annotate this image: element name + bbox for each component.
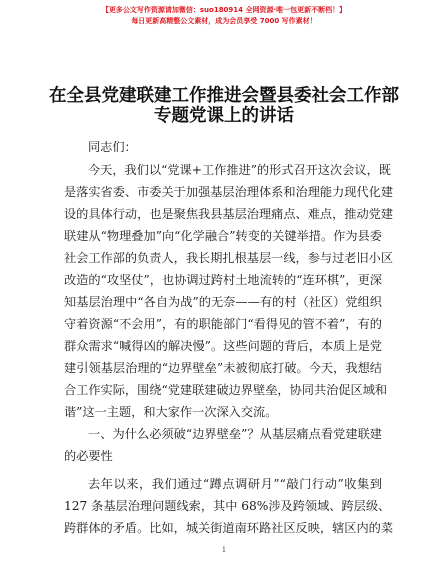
body-line: 知基层治理中“各自为战”的无奈——有的村（社区）党组织 [64, 295, 382, 309]
body-line: 今天，我们以“党课+工作推进”的形式召开这次会议，既 [88, 163, 391, 177]
document-title-line-2: 专题党课上的讲话 [154, 106, 294, 126]
body-line: 127 条基层治理问题线索，其中 68%涉及跨领域、跨层级、 [64, 499, 391, 513]
body-line: 去年以来，我们通过“蹲点调研月”“敲门行动”收集到 [88, 477, 382, 491]
body-line: 守着资源“不会用”，有的职能部门“看得见的管不着”，有的 [64, 317, 382, 331]
body-line: 联建从“物理叠加”向“化学融合”转变的关键举措。作为县委 [64, 229, 382, 243]
body-line: 建引领基层治理的“边界壁垒”未被彻底打破。今天，我想结 [64, 361, 382, 375]
body-line: 跨群体的矛盾。比如，城关街道南环路社区反映，辖区内的菜 [64, 521, 394, 535]
section-heading-line: 一、为什么必须破“边界壁垒”？从基层痛点看党建联建 [88, 427, 382, 441]
salutation: 同志们： [88, 140, 137, 154]
page-number: 1 [221, 546, 227, 554]
body-line: 设的具体行动，也是聚焦我县基层治理痛点、难点，推动党建 [64, 207, 394, 221]
body-line: 改造的“攻坚仗”，也协调过跨村土地流转的“连环棋”，更深 [64, 273, 382, 287]
section-heading-line: 的必要性 [64, 449, 113, 463]
body-line: 是落实省委、市委关于加强基层治理体系和治理能力现代化建 [64, 185, 394, 199]
body-line: 合工作实际，围绕“党建联建破边界壁垒，协同共治促区域和 [64, 383, 388, 397]
promo-banner-line-1: 【更多公文写作资源请加微信：suo180914 全网资源·唯一包更新不断档！】 [101, 6, 347, 14]
body-line: 群众需求“喊得凶的解决慢”。这些问题的背后，本质上是党 [64, 339, 382, 353]
body-line: 社会工作部的负责人，我长期扎根基层一线，参与过老旧小区 [64, 251, 394, 265]
body-line: 谐”这一主题，和大家作一次深入交流。 [64, 405, 278, 419]
document-title-line-1: 在全县党建联建工作推进会暨县委社会工作部 [49, 86, 399, 106]
promo-banner-line-2: 每日更新高精整公文素材，成为会员享受 7000 写作素材！ [131, 17, 317, 25]
